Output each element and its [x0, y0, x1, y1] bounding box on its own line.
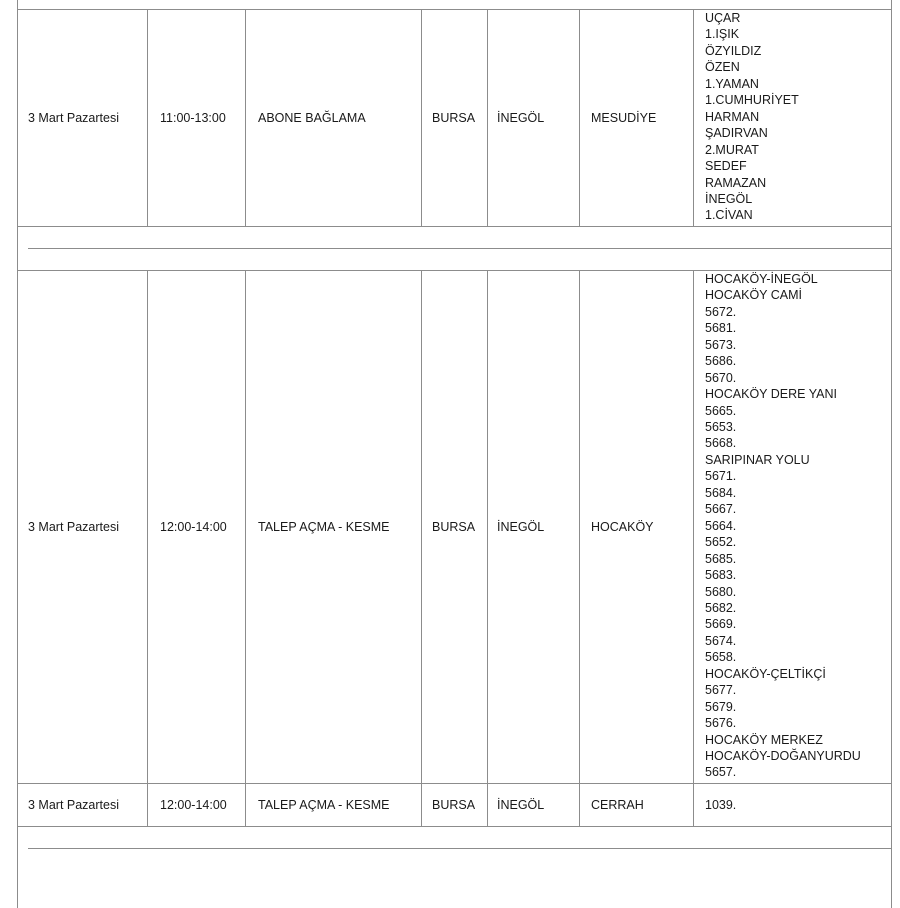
street-item: 1.IŞIK: [705, 27, 740, 42]
row-separator: [18, 826, 892, 908]
street-item: HARMAN: [705, 109, 760, 124]
street-item: 5671.: [705, 469, 737, 484]
time-cell: 12:00-14:00: [148, 270, 246, 783]
street-item: 5674.: [705, 633, 737, 648]
street-item: ŞADIRVAN: [705, 126, 768, 141]
city-cell: BURSA: [422, 10, 488, 227]
street-item: 5664.: [705, 518, 737, 533]
city-cell: BURSA: [422, 270, 488, 783]
street-item: 1039.: [705, 797, 737, 812]
work-type-cell: ABONE BAĞLAMA: [246, 10, 422, 227]
table-row: [18, 10, 892, 227]
street-item: 5684.: [705, 485, 737, 500]
street-item: 5686.: [705, 354, 737, 369]
city-cell: BURSA: [422, 783, 488, 826]
street-item: 5673.: [705, 337, 737, 352]
street-item: 5652.: [705, 535, 737, 550]
street-item: 5680.: [705, 584, 737, 599]
streets-cell: [694, 10, 892, 227]
divider-line: [28, 848, 891, 849]
street-item: 5665.: [705, 403, 737, 418]
street-item: HOCAKÖY DERE YANI: [705, 387, 837, 402]
street-item: 5679.: [705, 699, 737, 714]
streets-cell: [694, 270, 892, 783]
district-cell: İNEGÖL: [488, 10, 580, 227]
street-item: SEDEF: [705, 159, 747, 174]
date-cell: 3 Mart Pazartesi: [18, 783, 148, 826]
date-cell: 3 Mart Pazartesi: [18, 270, 148, 783]
street-item: 1.YAMAN: [705, 76, 759, 91]
street-item: ÖZYILDIZ: [705, 43, 762, 58]
street-item: 1.CİVAN: [705, 208, 753, 223]
neighborhood-cell: CERRAH: [580, 783, 694, 826]
street-item: 1.CUMHURİYET: [705, 93, 799, 108]
street-item: 5657.: [705, 765, 737, 780]
street-item: HOCAKÖY CAMİ: [705, 288, 803, 303]
street-item: İNEGÖL: [705, 191, 753, 206]
time-cell: 11:00-13:00: [148, 10, 246, 227]
street-item: 5683.: [705, 568, 737, 583]
street-item: HOCAKÖY MERKEZ: [705, 732, 823, 747]
streets-cell: [694, 783, 892, 826]
street-item: HOCAKÖY-DOĞANYURDU: [705, 749, 861, 764]
street-item: SARIPINAR YOLU: [705, 452, 810, 467]
street-item: 5681.: [705, 321, 737, 336]
neighborhood-cell: MESUDİYE: [580, 10, 694, 227]
street-item: 2.MURAT: [705, 142, 759, 157]
street-item: 5677.: [705, 683, 737, 698]
street-item: ÖZEN: [705, 60, 740, 75]
street-item: 5670.: [705, 370, 737, 385]
divider-line: [28, 248, 891, 249]
work-type-cell: TALEP AÇMA - KESME: [246, 270, 422, 783]
outage-table-container: [17, 0, 891, 908]
time-cell: 12:00-14:00: [148, 783, 246, 826]
street-item: RAMAZAN: [705, 175, 767, 190]
row-separator: [18, 226, 892, 270]
district-cell: İNEGÖL: [488, 783, 580, 826]
street-item: 5668.: [705, 436, 737, 451]
street-item: UÇAR: [705, 11, 741, 25]
district-cell: İNEGÖL: [488, 270, 580, 783]
street-item: 5653.: [705, 419, 737, 434]
table-row: [18, 270, 892, 783]
street-item: 5672.: [705, 304, 737, 319]
date-cell: 3 Mart Pazartesi: [18, 10, 148, 227]
outage-table: [17, 0, 892, 908]
street-item: 5669.: [705, 617, 737, 632]
street-item: 5658.: [705, 650, 737, 665]
street-item: 5685.: [705, 551, 737, 566]
street-item: 5676.: [705, 716, 737, 731]
table-row: [18, 783, 892, 826]
street-item: 5682.: [705, 600, 737, 615]
table-row-top-stub: [18, 0, 892, 10]
street-item: HOCAKÖY-ÇELTİKÇİ: [705, 666, 826, 681]
street-item: HOCAKÖY-İNEGÖL: [705, 271, 818, 286]
street-item: 5667.: [705, 502, 737, 517]
work-type-cell: TALEP AÇMA - KESME: [246, 783, 422, 826]
neighborhood-cell: HOCAKÖY: [580, 270, 694, 783]
